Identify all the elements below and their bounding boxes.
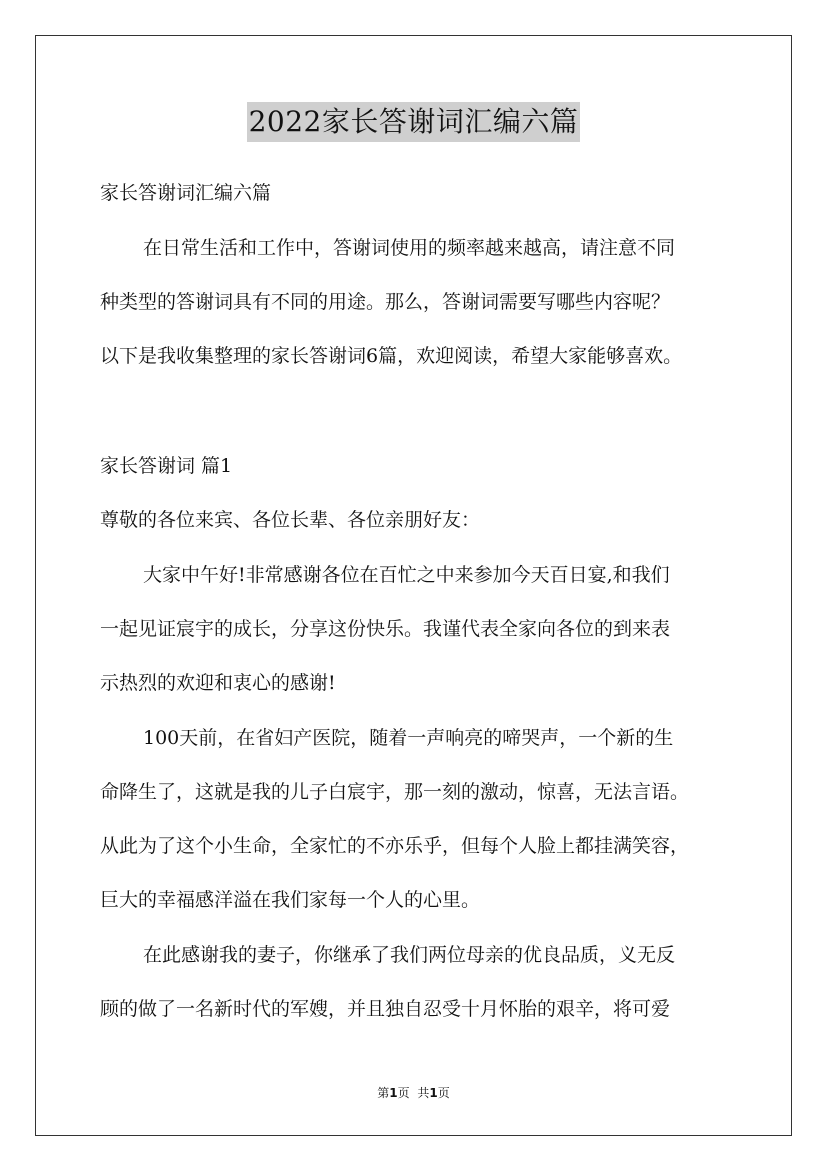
document-title: 2022家长答谢词汇编六篇 bbox=[247, 102, 581, 142]
paragraph-line: 以下是我收集整理的家长答谢词6篇，欢迎阅读，希望大家能够喜欢。 bbox=[100, 345, 683, 367]
page-prefix: 第 bbox=[377, 1086, 390, 1100]
paragraph-line: 示热烈的欢迎和衷心的感谢! bbox=[100, 672, 336, 694]
paragraph-line: 命降生了，这就是我的儿子白宸宇，那一刻的激动，惊喜，无法言语。 bbox=[100, 781, 690, 803]
paragraph-line: 从此为了这个小生命，全家忙的不亦乐乎，但每个人脸上都挂满笑容， bbox=[100, 835, 690, 857]
paragraph-line: 在日常生活和工作中，答谢词使用的频率越来越高，请注意不同 bbox=[143, 237, 676, 259]
paragraph-line: 巨大的幸福感洋溢在我们家每一个人的心里。 bbox=[100, 889, 481, 911]
total-prefix: 共 bbox=[417, 1086, 430, 1100]
paragraph-line: 100天前，在省妇产医院，随着一声响亮的啼哭声，一个新的生 bbox=[143, 727, 674, 749]
paragraph-line: 在此感谢我的妻子，你继承了我们两位母亲的优良品质，义无反 bbox=[143, 944, 676, 966]
total-number: 1 bbox=[429, 1086, 438, 1100]
paragraph-line: 种类型的答谢词具有不同的用途。那么，答谢词需要写哪些内容呢？ bbox=[100, 291, 671, 313]
paragraph-line: 一起见证宸宇的成长，分享这份快乐。我谨代表全家向各位的到来表 bbox=[100, 618, 671, 640]
salutation-line: 尊敬的各位来宾、各位长辈、各位亲朋好友： bbox=[100, 509, 481, 531]
paragraph-line: 大家中午好!非常感谢各位在百忙之中来参加今天百日宴,和我们 bbox=[143, 564, 670, 586]
title-container bbox=[0, 102, 827, 142]
subtitle-line: 家长答谢词汇编六篇 bbox=[100, 182, 272, 204]
page-number: 1 bbox=[389, 1086, 398, 1100]
page-footer bbox=[0, 1084, 827, 1101]
page-suffix: 页 bbox=[397, 1086, 410, 1100]
section-heading: 家长答谢词 篇1 bbox=[100, 455, 233, 477]
total-suffix: 页 bbox=[437, 1086, 450, 1100]
paragraph-line: 顾的做了一名新时代的军嫂，并且独自忍受十月怀胎的艰辛，将可爱 bbox=[100, 998, 671, 1020]
